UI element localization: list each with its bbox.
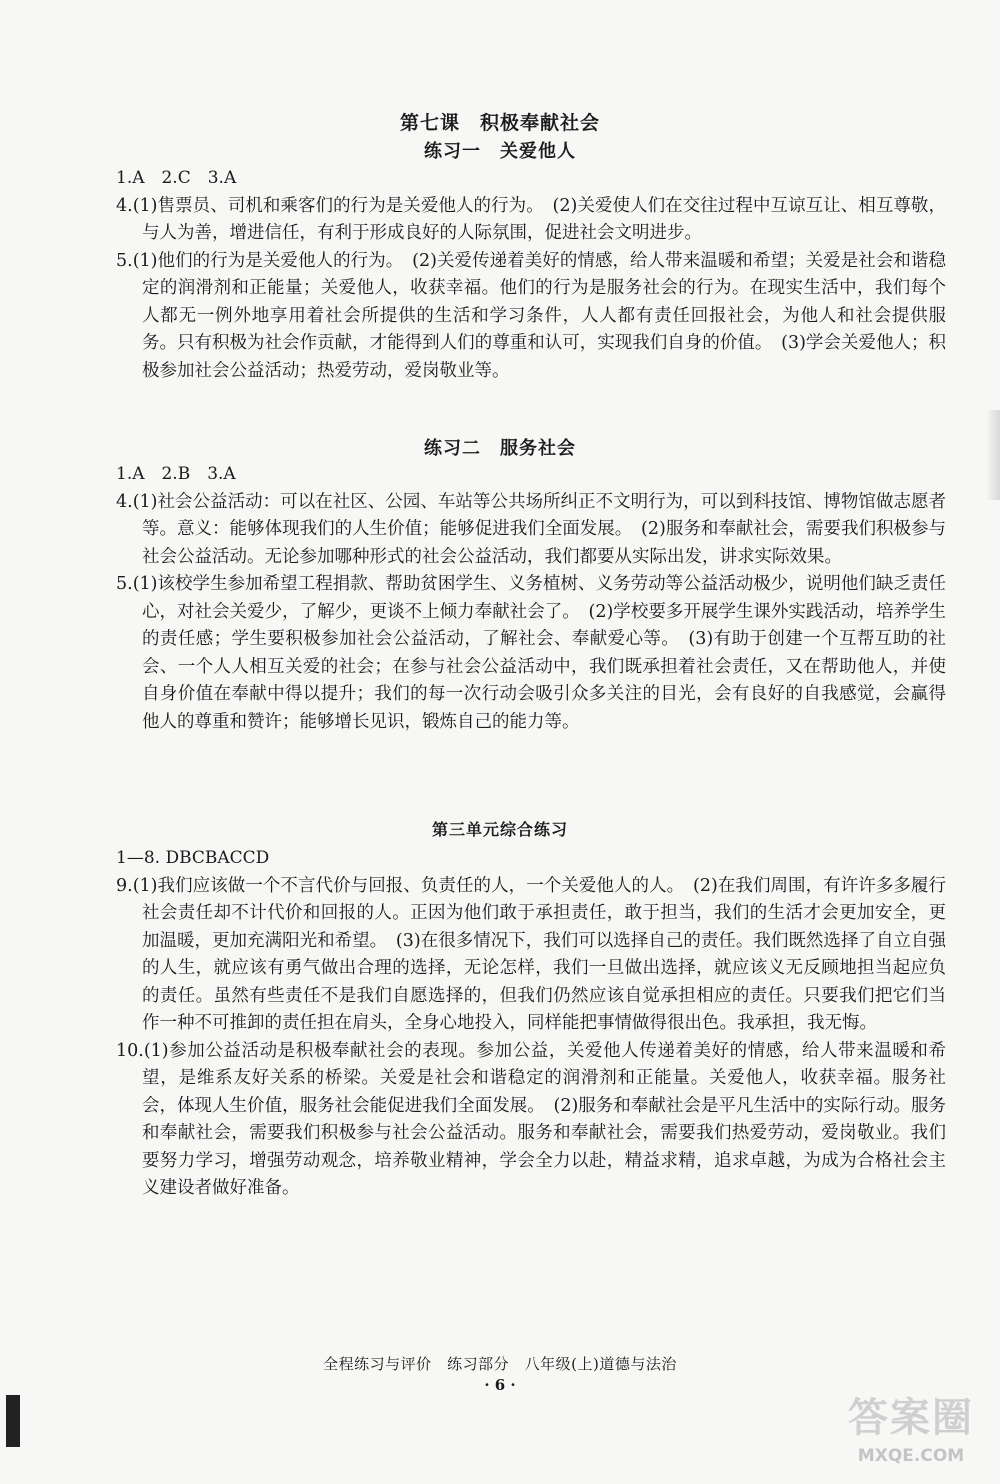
- choice-answers: 1—8. DBCBACCD: [116, 848, 270, 868]
- answer-q9: 9.(1)我们应该做一个不言代价与回报、负责任的人，一个关爱他人的人。 (2)在我们周围，有许许多多履行社会责任却不计代价和回报的人。正因为他们敢于承担责任，敢于担当，我们的生活才会更加安全，更加温暖，更加充满阳光和希望。 (3)在很多情况下，我们可以选择自己的责任。我们既然选择了自立自强的人生，就应该有勇气做出合理的选择，无论怎样，我们一旦做出选择，就应该义无反顾地担当起应负的责任。虽然有些责任不是我们自愿选择的，但我们仍然应该自觉承担相应的责任。只要我们把它们当作一种不可推卸的责任担在肩头，全身心地投入，同样能把事情做得很出色。我承担，我无悔。: [116, 875, 946, 1033]
- choice-answers: 1.A 2.C 3.A: [116, 168, 237, 188]
- section-heading-unit-review: 第三单元综合练习: [431, 820, 568, 839]
- scan-side-shadow: [986, 410, 1000, 500]
- choice-answers: 1.A 2.B 3.A: [116, 464, 236, 484]
- section-heading-practice-2: 练习二 服务社会: [424, 438, 576, 459]
- answer-q5: 5.(1)他们的行为是关爱他人的行为。 (2)关爱传递着美好的情感，给人带来温暖和希望；关爱是社会和谐稳定的润滑剂和正能量；关爱他人，收获幸福。他们的行为是服务社会的行为。在现实生活中，我们每个人都无一例外地享用着社会所提供的生活和学习条件，人人都有责任回报社会，为他人和社会提供服务。只有积极为社会作贡献，才能得到人们的尊重和认可，实现我们自身的价值。 (3)学会关爱他人；积极参加社会公益活动；热爱劳动，爱岗敬业等。: [116, 250, 946, 381]
- watermark-site-text: MXQE.COM: [857, 1446, 965, 1466]
- answer-q4: 4.(1)社会公益活动：可以在社区、公园、车站等公共场所纠正不文明行为，可以到科技馆、博物馆做志愿者等。意义：能够体现我们的人生价值；能够促进我们全面发展。 (2)服务和奉献社会，需要我们积极参与社会公益活动。无论参加哪种形式的社会公益活动，我们都要从实际出发，讲求实际效果。: [116, 491, 946, 567]
- watermark-main-text: 答案圈: [848, 1395, 974, 1441]
- page-number: · 6 ·: [484, 1376, 516, 1394]
- scan-edge-mark: [6, 1395, 20, 1447]
- section-unit-review: [116, 845, 946, 1203]
- section-practice-2: [116, 461, 946, 736]
- answer-q4: 4.(1)售票员、司机和乘客们的行为是关爱他人的行为。 (2)关爱使人们在交往过程中互谅互让、相互尊敬，与人为善，增进信任，有利于形成良好的人际氛围，促进社会文明进步。: [116, 195, 946, 243]
- section-heading-practice-1: 练习一 关爱他人: [424, 141, 576, 162]
- section-practice-1: [116, 165, 946, 385]
- lesson-title: 第七课 积极奉献社会: [399, 112, 600, 134]
- watermark-logo: [836, 1392, 986, 1482]
- footer-book-title: 全程练习与评价 练习部分 八年级(上)道德与法治: [323, 1355, 677, 1373]
- answer-q5: 5.(1)该校学生参加希望工程捐款、帮助贫困学生、义务植树、义务劳动等公益活动极少，说明他们缺乏责任心，对社会关爱少，了解少，更谈不上倾力奉献社会了。 (2)学校要多开展学生课外实践活动，培养学生的责任感；学生要积极参加社会公益活动，了解社会、奉献爱心等。 (3)有助于创建一个互帮互助的社会、一个人人相互关爱的社会；在参与社会公益活动中，我们既承担着社会责任，又在帮助他人，并使自身价值在奉献中得以提升；我们的每一次行动会吸引众多关注的目光，会有良好的自我感觉，会赢得他人的尊重和赞许；能够增长见识，锻炼自己的能力等。: [116, 574, 946, 732]
- answer-q10: 10.(1)参加公益活动是积极奉献社会的表现。参加公益，关爱他人传递着美好的情感，给人带来温暖和希望，是维系友好关系的桥梁。关爱是社会和谐稳定的润滑剂和正能量。关爱他人，收获幸福。服务社会，体现人生价值，服务社会能促进我们全面发展。 (2)服务和奉献社会是平凡生活中的实际行动。服务和奉献社会，需要我们积极参与社会公益活动。服务和奉献社会，需要我们热爱劳动，爱岗敬业。我们要努力学习，增强劳动观念，培养敬业精神，学会全力以赴，精益求精，追求卓越，为成为合格社会主义建设者做好准备。: [116, 1040, 946, 1198]
